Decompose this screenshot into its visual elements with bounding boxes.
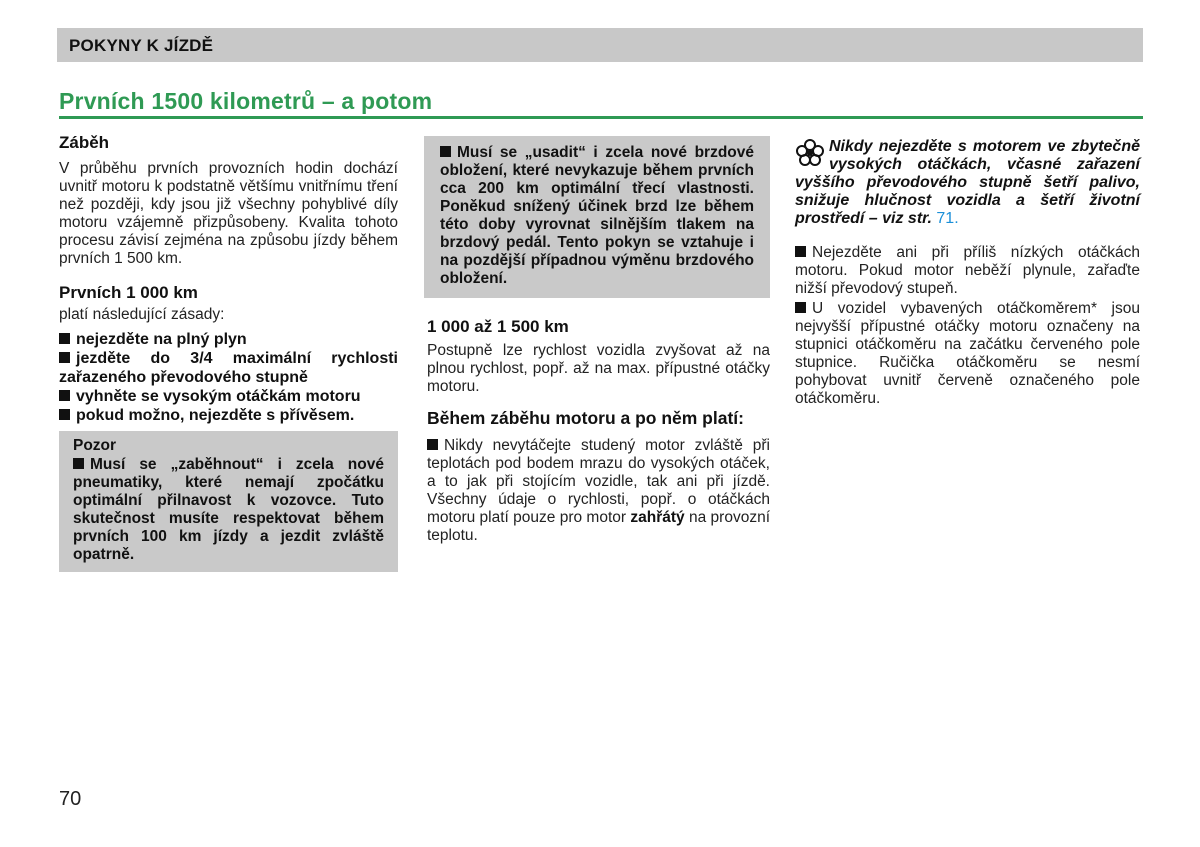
heading-zabeh: Záběh	[59, 133, 110, 152]
heading-first-1000: Prvních 1 000 km	[59, 283, 198, 302]
page-title: Prvních 1500 kilometrů – a potom	[59, 88, 433, 114]
low-rpm-paragraph: Nejezděte ani při příliš nízkých otáčkách motoru. Pokud motor neběží plynule, zařaďte nižší převodový stupeň.	[795, 244, 1140, 297]
bullet-square-icon	[73, 458, 84, 469]
caution-title: Pozor	[73, 437, 117, 454]
section-header-label: POKYNY K JÍZDĚ	[69, 36, 214, 55]
bullet-square-icon	[795, 246, 806, 257]
rules-intro: platí následující zásady:	[59, 306, 225, 323]
brake-lining-box: Musí se „usadit“ i zcela nové brzdové obložení, které nevykazuje během prvních cca 200 km optimální třecí vlastnosti. Poněkud snížený účinek brzd lze během této doby vyrovnat silnějším tlakem na brzdový pedál. Tento pokyn se vztahuje i na pozdější případnou výměnu brzdového obložení.	[424, 136, 770, 298]
flower-icon	[795, 138, 825, 166]
column-2	[424, 136, 770, 545]
rule-item: jezděte do 3/4 maximální rychlosti zařazeného převodového stupně	[59, 350, 398, 386]
section-header	[57, 28, 1143, 62]
heading-1000-1500: 1 000 až 1 500 km	[427, 317, 569, 336]
bullet-square-icon	[427, 439, 438, 450]
page-number: 70	[59, 788, 82, 810]
heading-during-run-in: Během záběhu motoru a po něm platí:	[427, 408, 744, 428]
cold-engine-paragraph: Nikdy nevytáčejte studený motor zvláště při teplotách pod bodem mrazu do vysokých otáček, a to jak při stojícím vozidle, tak ani při jízdě. Všechny údaje o rychlosti, popř. o otáčkách motoru platí pouze pro motor zahřátý na provozní teplotu.	[427, 437, 771, 544]
caution-text: Musí se „zaběhnout“ i zcela nové pneumatiky, které nemají zpočátku optimální přilnavost k vozovce. Tuto skutečnost musíte respektovat během prvních 100 km jízdy a jezdit zvláště opatrně.	[73, 456, 384, 563]
rule-item: vyhněte se vysokým otáčkám motoru	[59, 387, 398, 406]
environment-warning: Nikdy nejezděte s motorem ve zbytečně vysokých otáčkách, včasné zařazení vyššího převodového stupně šetří palivo, snižuje hlučnost vozidla a šetří životní prostředí – viz str. 71.	[795, 138, 1140, 227]
bullet-square-icon	[59, 409, 70, 420]
column-3	[795, 138, 1140, 408]
speed-paragraph: Postupně lze rychlost vozidla zvyšovat až na plnou rychlost, popř. až na max. přípustné otáčky motoru.	[427, 342, 770, 395]
page-link[interactable]: 71.	[936, 210, 959, 227]
intro-paragraph: V průběhu prvních provozních hodin dochází uvnitř motoru k podstatně většímu vnitřnímu tření než později, kdy jsou již všechny pohyblivé díly motoru vzájemně přizpůsobeny. Kvalita tohoto procesu závisí zejména na způsobu jízdy během prvních 1 500 km.	[59, 160, 398, 267]
bullet-square-icon	[440, 146, 451, 157]
bullet-square-icon	[795, 302, 806, 313]
title-underline	[59, 116, 1143, 119]
rule-item: pokud možno, nejezděte s přívěsem.	[59, 406, 398, 425]
bullet-square-icon	[59, 390, 70, 401]
caution-box	[59, 431, 398, 572]
bullet-square-icon	[59, 333, 70, 344]
column-1	[59, 134, 398, 572]
tachometer-paragraph: U vozidel vybavených otáčkoměrem* jsou nejvyšší přípustné otáčky motoru označeny na stupnici otáčkoměru na začátku červeného pole stupnice. Ručička otáčkoměru se nesmí pohybovat uvnitř červeně označeného pole otáčkoměru.	[795, 300, 1140, 407]
rule-item: nejezděte na plný plyn	[59, 330, 398, 349]
bullet-square-icon	[59, 352, 70, 363]
